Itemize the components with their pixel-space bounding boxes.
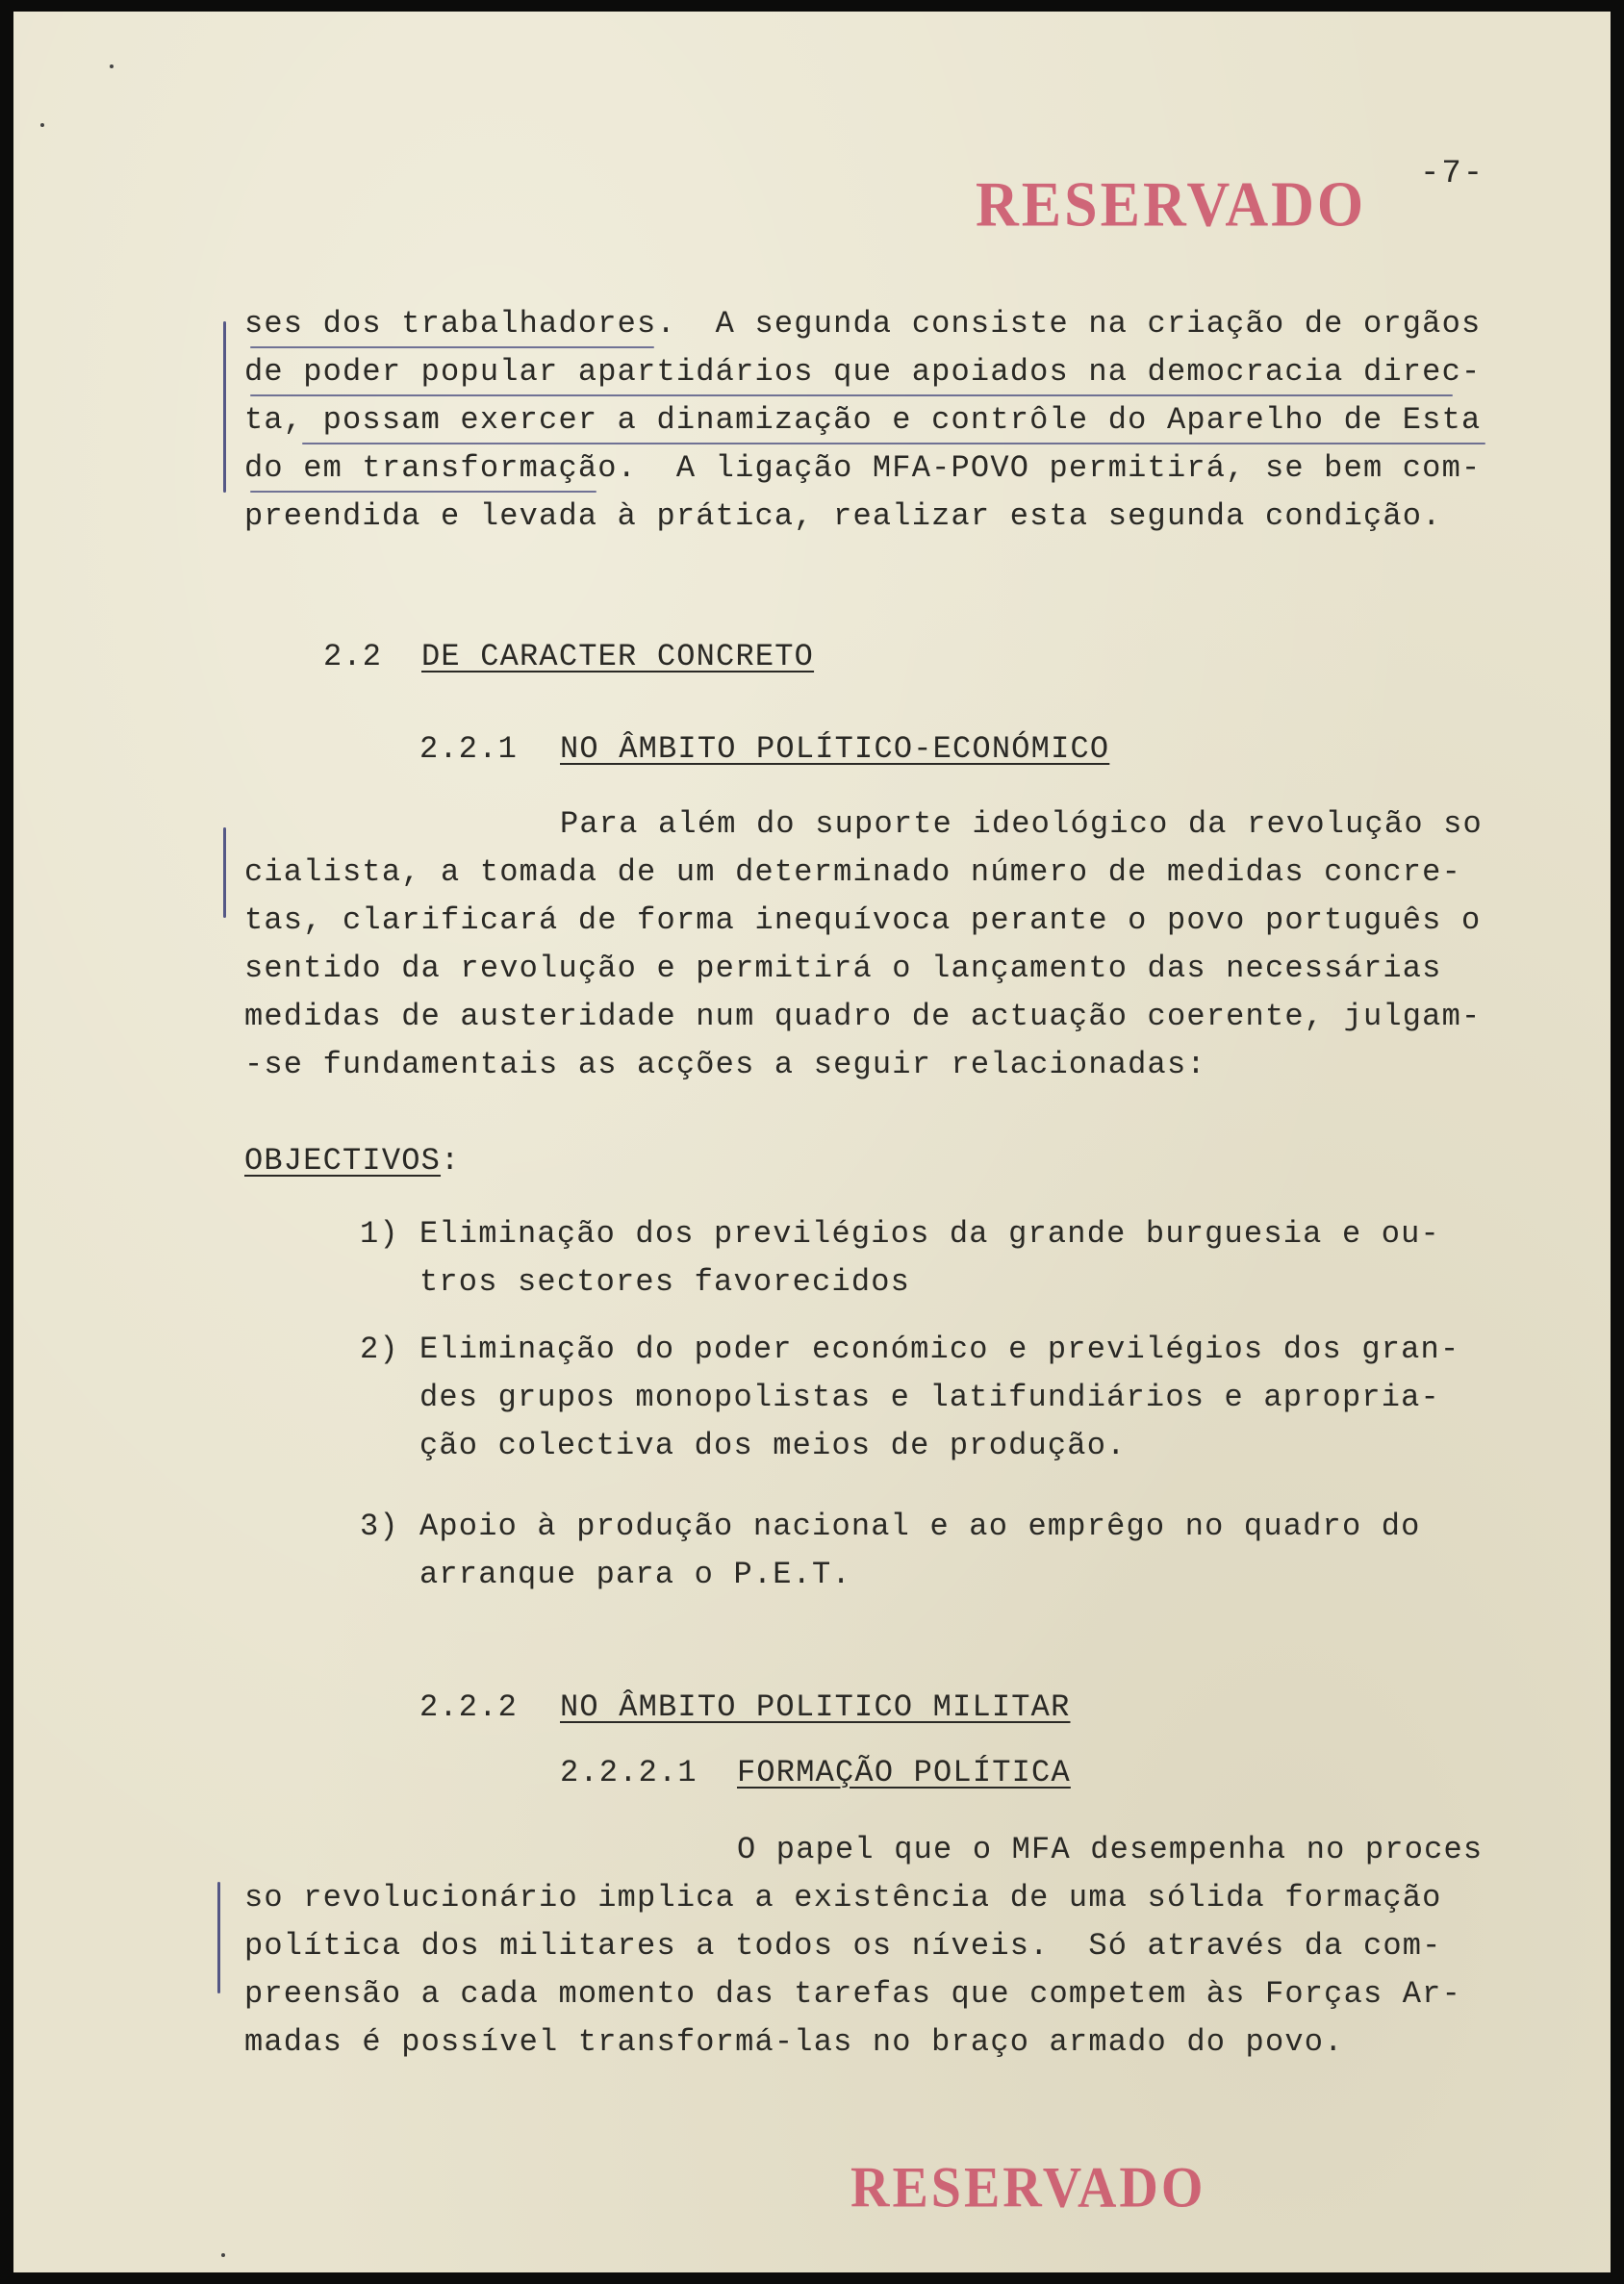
reservado-stamp-top: RESERVADO (976, 169, 1367, 241)
objective-2-line-1: Eliminação do poder económico e previlégios dos gran- (419, 1332, 1460, 1367)
section-2-2-2-number: 2.2.2 (419, 1689, 519, 1725)
section-2-2-1-number: 2.2.1 (419, 731, 519, 767)
para-2-2-1-line-3: tas, clarificará de forma inequívoca perante o povo português o (244, 902, 1482, 938)
reservado-stamp-bottom: RESERVADO (850, 2155, 1206, 2221)
intro-line-1: ses dos trabalhadores. A segunda consiste na criação de orgãos (244, 306, 1482, 342)
paper-speck (221, 2253, 225, 2257)
para-2-2-2-1-line-5: madas é possível transformá-las no braço armado do povo. (244, 2024, 1344, 2060)
objective-3-number: 3) (360, 1509, 399, 1544)
section-2-2-number: 2.2 (323, 639, 383, 674)
objectives-colon: : (441, 1143, 461, 1179)
objective-1-number: 1) (360, 1216, 399, 1252)
intro-line-2: de poder popular apartidários que apoiados na democracia direc- (244, 354, 1482, 390)
margin-pen-mark (217, 1882, 220, 1993)
section-2-2-2-title: NO ÂMBITO POLITICO MILITAR (560, 1689, 1071, 1725)
margin-pen-mark (223, 321, 226, 493)
objective-3-line-2: arranque para o P.E.T. (419, 1557, 851, 1592)
intro-line-4: do em transformação. A ligação MFA-POVO permitirá, se bem com- (244, 450, 1482, 486)
pen-underline (302, 443, 1485, 444)
paper-speck (110, 64, 114, 68)
para-2-2-2-1-line-3: política dos militares a todos os níveis. Só através da com- (244, 1928, 1442, 1964)
objective-1-line-1: Eliminação dos previlégios da grande burguesia e ou- (419, 1216, 1440, 1252)
section-2-2-2-1-title: FORMAÇÃO POLÍTICA (737, 1755, 1071, 1790)
para-2-2-1-line-6: -se fundamentais as acções a seguir relacionadas: (244, 1047, 1206, 1082)
section-2-2-title: DE CARACTER CONCRETO (421, 639, 815, 674)
objectives-heading-wrap (244, 1137, 460, 1185)
paper-speck (40, 123, 44, 127)
page-number: -7- (1420, 156, 1485, 192)
para-2-2-2-1-line-4: preensão a cada momento das tarefas que competem às Forças Ar- (244, 1976, 1461, 2012)
document-page (13, 12, 1611, 2272)
intro-line-5: preendida e levada à prática, realizar esta segunda condição. (244, 498, 1442, 534)
margin-pen-mark (223, 827, 226, 918)
objective-1-line-2: tros sectores favorecidos (419, 1264, 911, 1300)
pen-underline (250, 394, 1453, 396)
pen-underline (250, 346, 654, 348)
para-2-2-2-1-line-1: O papel que o MFA desempenha no proces (737, 1832, 1484, 1867)
objective-2-line-3: ção colectiva dos meios de produção. (419, 1428, 1127, 1463)
para-2-2-2-1-line-2: so revolucionário implica a existência de uma sólida formação (244, 1880, 1442, 1916)
section-2-2-2-1-number: 2.2.2.1 (560, 1755, 698, 1790)
objective-2-number: 2) (360, 1332, 399, 1367)
para-2-2-1-line-5: medidas de austeridade num quadro de actuação coerente, julgam- (244, 999, 1482, 1034)
objective-3-line-1: Apoio à produção nacional e ao emprêgo no quadro do (419, 1509, 1421, 1544)
objectives-heading: OBJECTIVOS (244, 1143, 442, 1179)
para-2-2-1-line-2: cialista, a tomada de um determinado número de medidas concre- (244, 854, 1461, 890)
section-2-2-1-title: NO ÂMBITO POLÍTICO-ECONÓMICO (560, 731, 1110, 767)
para-2-2-1-line-1: Para além do suporte ideológico da revolução so (560, 806, 1483, 842)
intro-line-3: ta, possam exercer a dinamização e contrôle do Aparelho de Esta (244, 402, 1482, 438)
para-2-2-1-line-4: sentido da revolução e permitirá o lançamento das necessárias (244, 951, 1442, 986)
objective-2-line-2: des grupos monopolistas e latifundiários e apropria- (419, 1380, 1440, 1415)
pen-underline (250, 491, 596, 493)
